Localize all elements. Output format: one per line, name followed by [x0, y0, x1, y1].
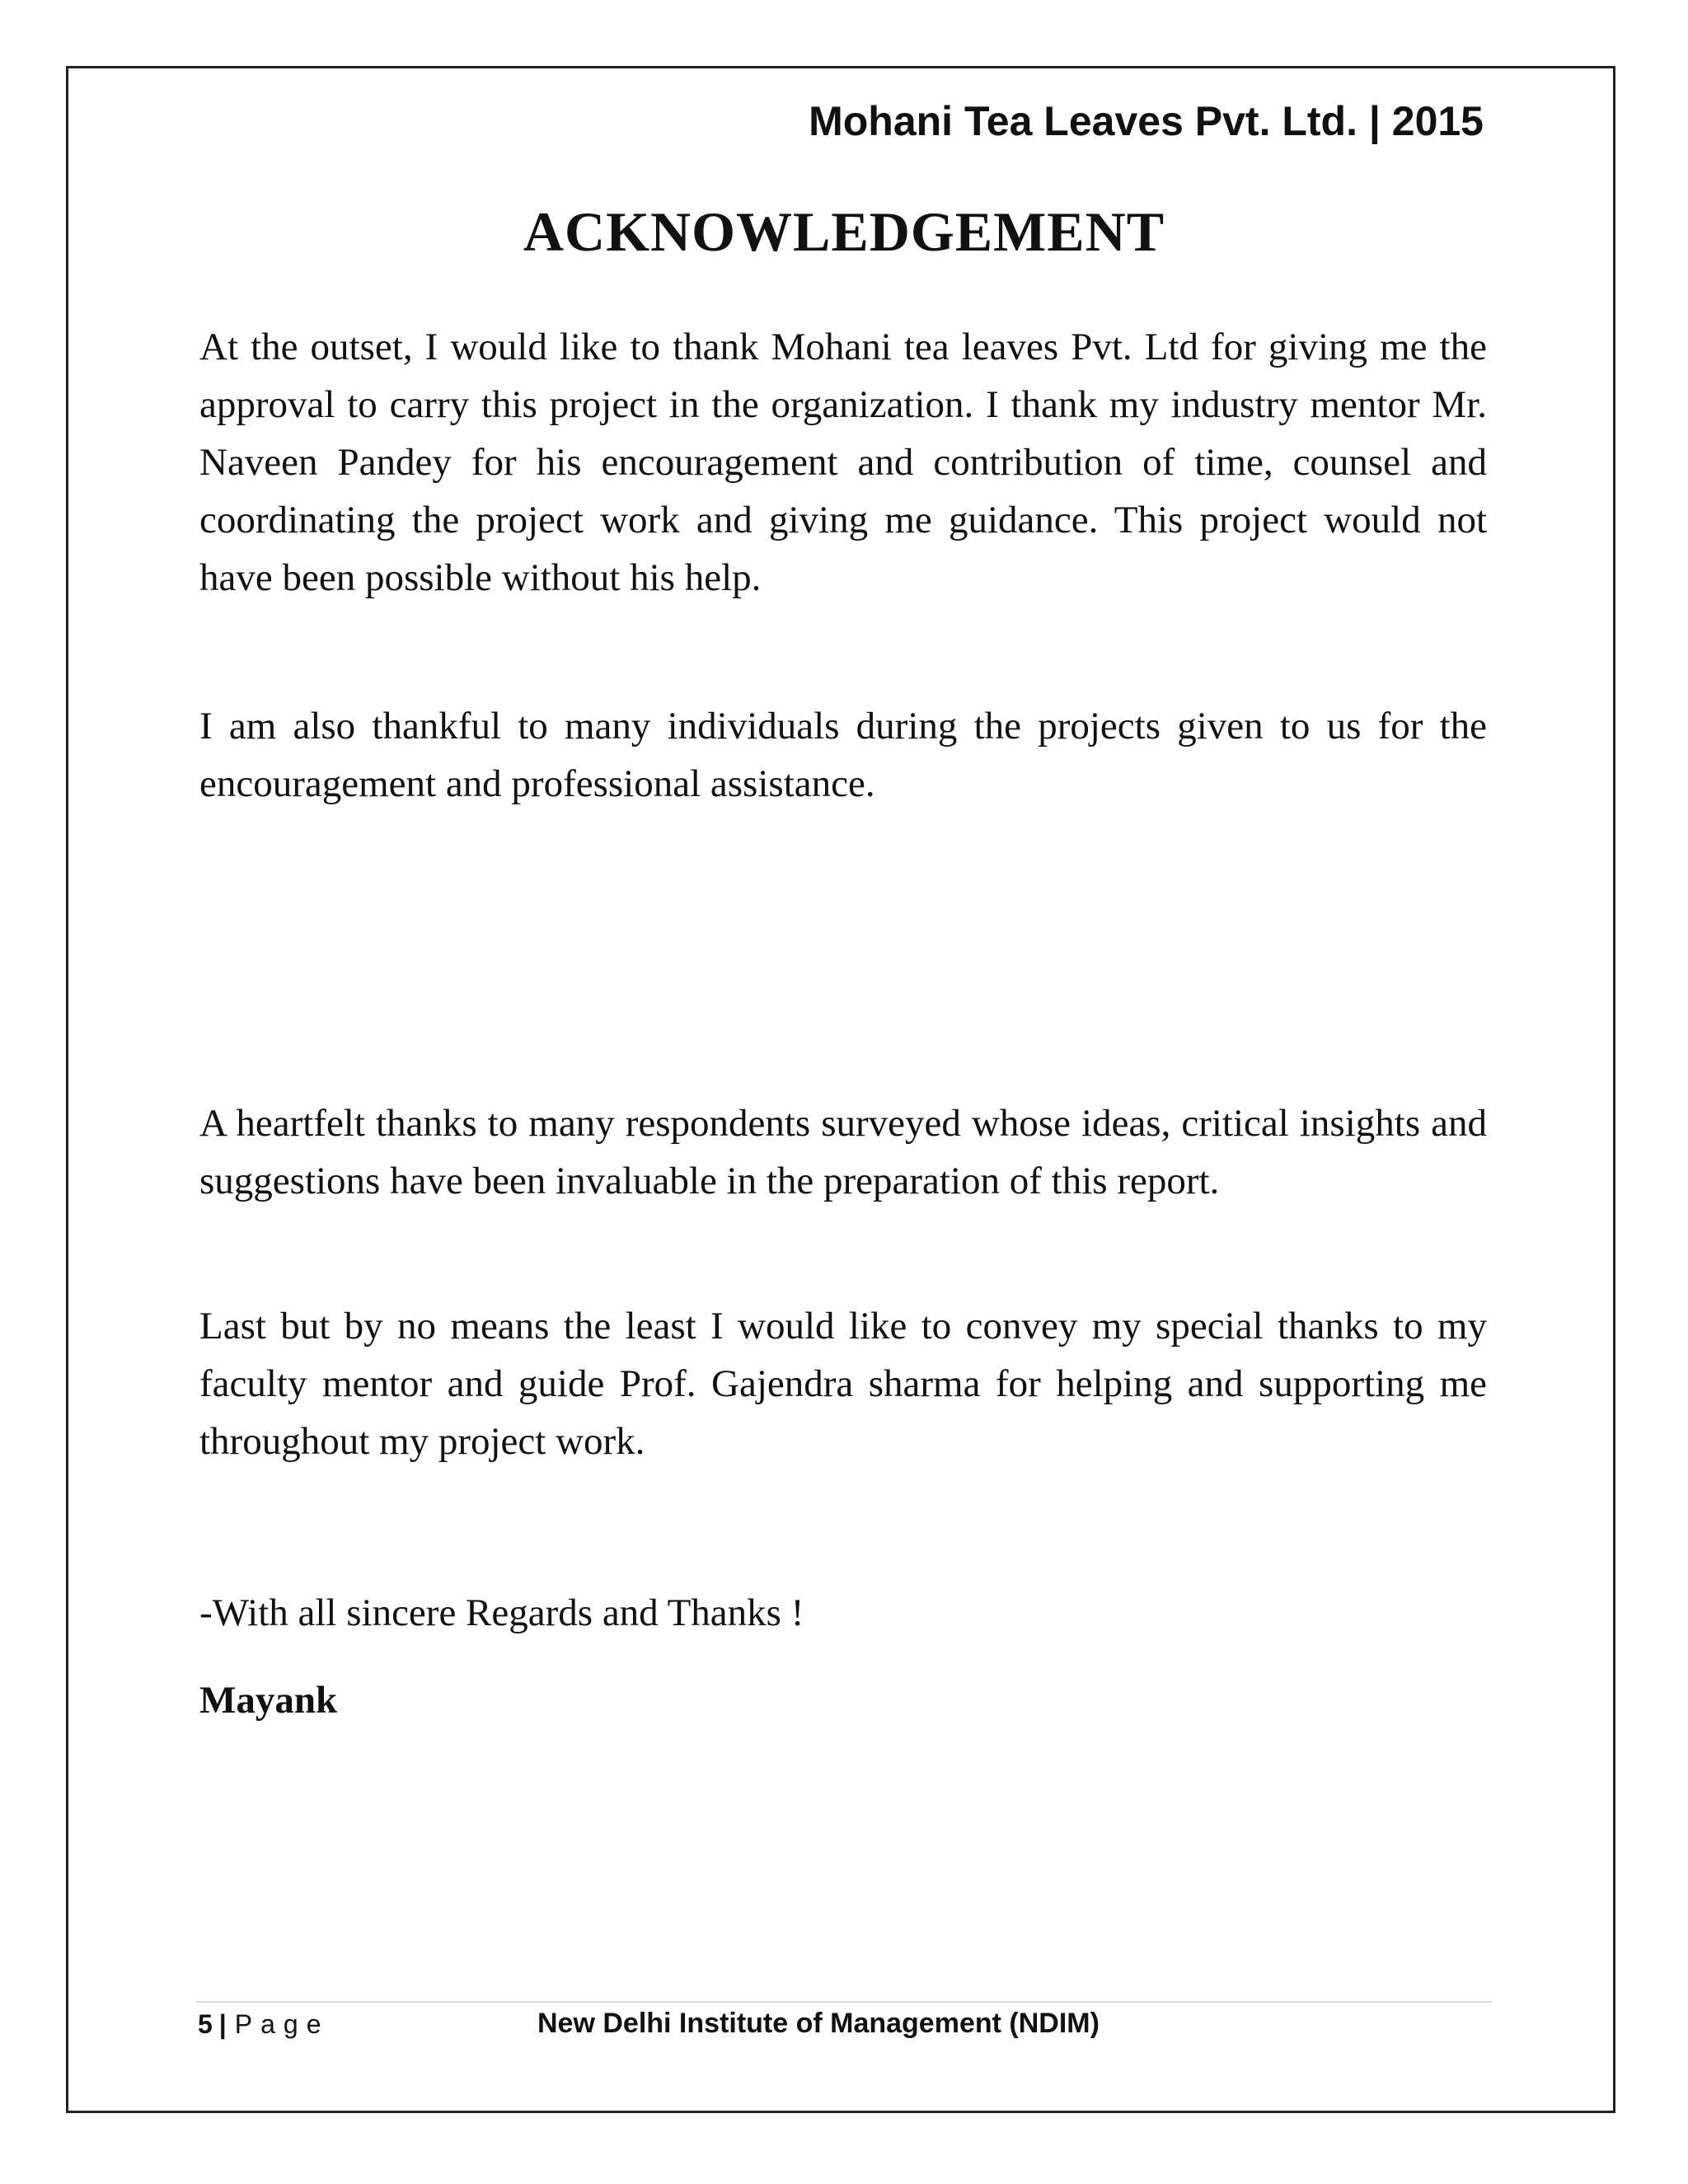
page-title: ACKNOWLEDGEMENT — [523, 200, 1165, 263]
footer-institute: New Delhi Institute of Management (NDIM) — [537, 2008, 1100, 2039]
paragraph-text: At the outset, I would like to thank Mohani tea leaves Pvt. Ltd for giving me the approval to carry this project in the organization. I thank my industry mentor Mr. Naveen Pandey for his encouragement and contribution of time, counsel and coordinating the project work and giving me guidance. This project would not have been possible without his help. — [199, 326, 1487, 599]
paragraph-1 — [199, 318, 1487, 607]
page-number: 5 — [198, 2009, 213, 2039]
paragraph-text: A heartfelt thanks to many respondents surveyed whose ideas, critical insights and suggestions have been invaluable in the preparation of this report. — [199, 1102, 1487, 1202]
footer-separator: | — [218, 2009, 227, 2039]
paragraph-text: Last but by no means the least I would like to convey my special thanks to my faculty mentor and guide Prof. Gajendra sharma for helping and supporting me throughout my project work. — [199, 1305, 1487, 1463]
paragraph-2 — [199, 697, 1487, 813]
page-header: Mohani Tea Leaves Pvt. Ltd. | 2015 — [809, 98, 1484, 144]
footer-divider — [196, 2001, 1492, 2003]
closing-line: -With all sincere Regards and Thanks ! — [199, 1591, 804, 1634]
paragraph-4 — [199, 1297, 1487, 1470]
page-label: Page — [234, 2009, 330, 2039]
footer-page-number — [198, 2009, 329, 2040]
paragraph-text: I am also thankful to many individuals during the projects given to us for the encouragement and professional assistance. — [199, 705, 1487, 805]
paragraph-3 — [199, 1094, 1487, 1210]
signature-name: Mayank — [199, 1679, 338, 1722]
